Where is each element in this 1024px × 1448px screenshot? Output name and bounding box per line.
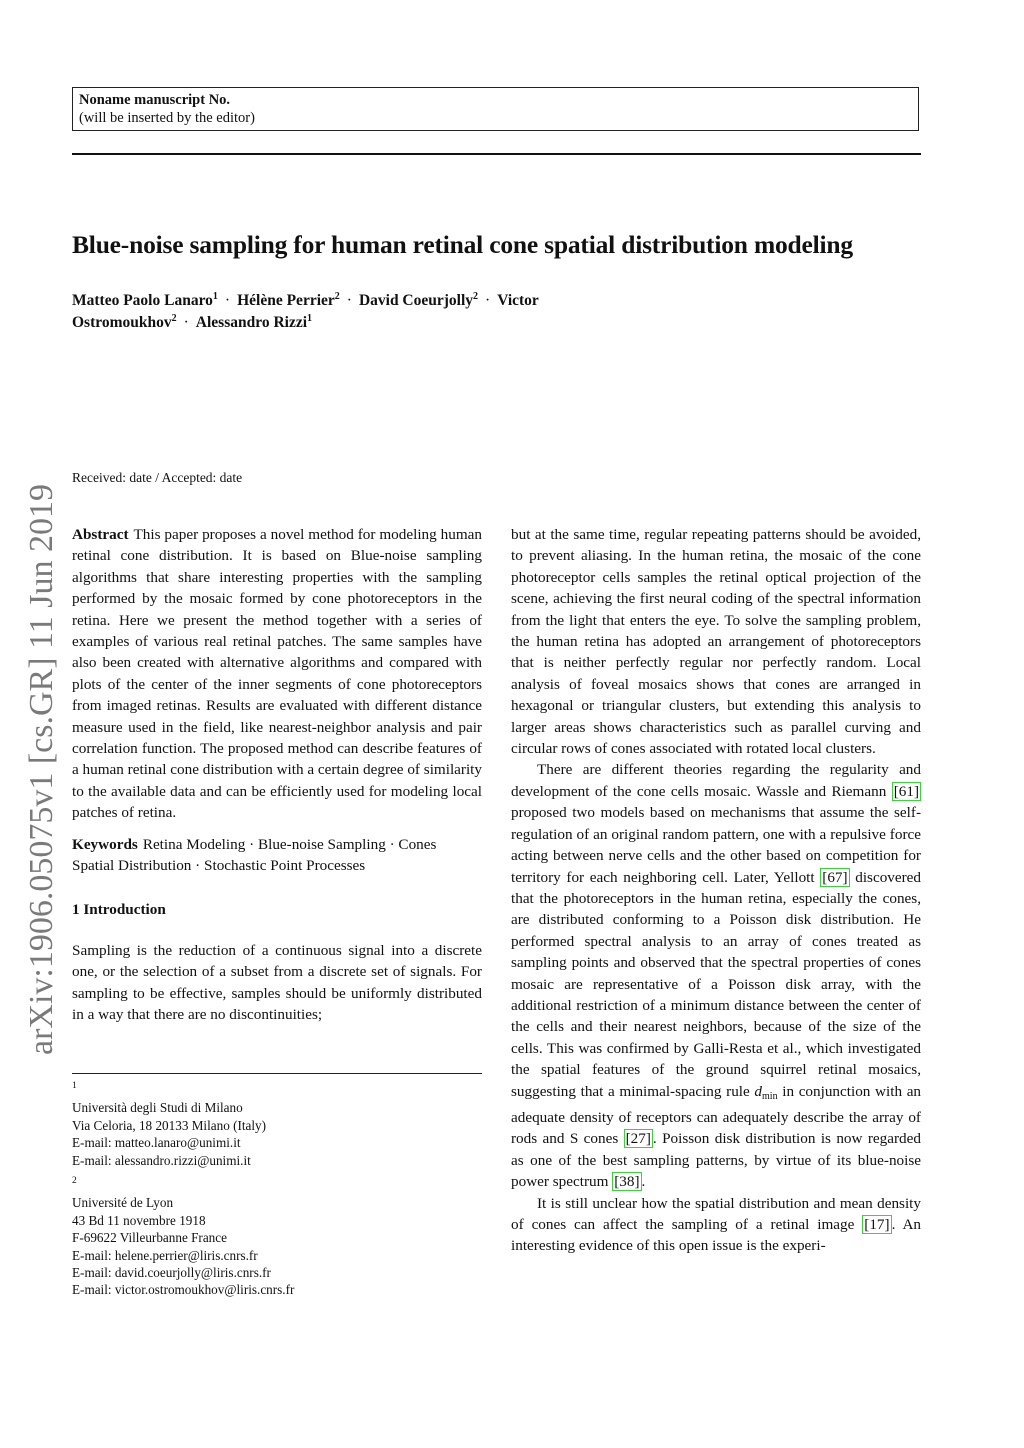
footnote-2: [72, 1173, 294, 1299]
author-separator: ·: [485, 292, 491, 309]
affiliation-line: Via Celoria, 18 20133 Milano (Italy): [72, 1117, 267, 1133]
section-heading: 1 Introduction: [72, 900, 166, 918]
author-name: David Coeurjolly: [358, 292, 474, 309]
author-name: Victor: [497, 292, 539, 309]
editor-header-box: [72, 87, 919, 131]
affiliation-mark: 1: [307, 313, 313, 324]
math-subscript: min: [762, 1090, 778, 1102]
keywords: [72, 834, 482, 877]
affiliation-line: Università degli Studi di Milano: [72, 1100, 243, 1116]
email-line: E-mail: victor.ostromoukhov@liris.cnrs.fr: [72, 1282, 295, 1298]
author-list: [72, 290, 632, 334]
body-paragraph: but at the same time, regular repeating patterns should be avoided, to prevent aliasing. In the human retina, the mosaic of the cone photoreceptor cells samples the retinal optical projection of the scene, achieving the first neural coding of the spectral information from the light that enters the eye. To solve the sampling problem, the human retina has adopted an arrangement of photoreceptors that is neither perfectly regular nor perfectly random. Local analysis of foveal mosaics shows that cones are arranged in hexagonal or triangular clusters, but extending this analysis to larger areas shows characteristics such as parallel curving and circular rows of cones associated with rotated local clusters.: [511, 526, 921, 758]
affiliation-mark: 1: [212, 291, 218, 302]
intro-paragraph: Sampling is the reduction of a continuous signal into a discrete one, or the selection of a subset from a discrete set of signals. For sampling to be effective, samples should be uniformly distributed in a way that there are no discontinuities;: [72, 941, 482, 1024]
abstract-label: Abstract: [72, 526, 129, 543]
paper-title: Blue-noise sampling for human retinal cone spatial distribution modeling: [72, 230, 853, 259]
email-line: E-mail: alessandro.rizzi@unimi.it: [72, 1152, 251, 1168]
email-line: E-mail: david.coeurjolly@liris.cnrs.fr: [72, 1265, 271, 1281]
affiliation-line: F-69622 Villeurbanne France: [72, 1230, 227, 1246]
left-column: [72, 524, 482, 1026]
author-separator: ·: [224, 292, 231, 309]
author-name: Ostromoukhov: [72, 314, 172, 331]
header-rule: [72, 153, 921, 155]
editor-note: (will be inserted by the editor): [79, 110, 255, 126]
manuscript-number: Noname manuscript No.: [79, 92, 231, 108]
right-column: [511, 524, 921, 1257]
affiliation-mark: 2: [171, 313, 177, 324]
author-separator: ·: [346, 292, 352, 309]
received-date: Received: date / Accepted: date: [72, 470, 243, 485]
email-line: E-mail: matteo.lanaro@unimi.it: [72, 1135, 241, 1151]
affiliation-mark: 2: [334, 291, 340, 302]
footnote-mark: 2: [72, 1176, 77, 1186]
author-name: Alessandro Rizzi: [195, 314, 308, 331]
footnote-rule: [72, 1073, 482, 1074]
footnote-mark: 1: [72, 1081, 77, 1091]
abstract-text: This paper proposes a novel method for modeling human retinal cone distribution. It is based on Blue-noise sampling algorithms that share interesting properties with the sampling performed by the mosaic formed by cone photoreceptors in the retina. Here we present the method together with a series of examples of various real retinal patches. The same samples have also been created with alternative algorithms and compared with plots of the center of the inner segments of cone photoreceptors from imaged retinas. Results are evaluated with different distance measure used in the field, like nearest-neighbor analysis and pair correlation function. The proposed method can describe features of a human retinal cone distribution with a certain degree of similarity to the available data and can be efficiently used for modeling local patches of retina.: [72, 526, 482, 822]
math-dmin: d: [754, 1082, 763, 1100]
body-paragraph: There are different theories regarding the regularity and development of the cone cells mosaic. Wassle and Riemann [61] proposed two models based on mechanisms that assume the self-regulation of an original random pattern, one with a repulsive force acting between nerve cells and the other based on competition for territory for each neighboring cell. Later, Yellott [67] discovered that the photoreceptors in the human retina, especially the cones, are distributed conforming to a Poisson disk distribution. He performed spectral analysis to an array of cones treated as sampling points and observed that the spectral properties of cones mosaic are representative of a Poisson disk array, with the additional restriction of a minimum distance between the center of the cells and their nearest neighbors, because of the size of the cells. This was confirmed by Galli-Resta et al., which investigated the spatial features of the ground squirrel retinal mosaics, suggesting that a minimal-spacing rule $d_{min}$ in conjunction with an adequate density of receptors can adequately describe the array of rods and S cones [27] . Poisson disk distribution is now regarded as one of the best sampling patterns, by virtue of its blue-noise power spectrum [38] .: [511, 761, 922, 1191]
affiliation-line: 43 Bd 11 novembre 1918: [72, 1212, 206, 1228]
citation-link[interactable]: [27]: [625, 1130, 651, 1148]
keywords-text: Retina Modeling · Blue-noise Sampling · Cones Spatial Distribution · Stochastic Point Processes: [72, 835, 437, 875]
citation-link[interactable]: [61]: [893, 782, 920, 800]
affiliation-line: Université de Lyon: [72, 1195, 174, 1211]
body-paragraph: It is still unclear how the spatial distribution and mean density of cones can affect the sampling of a retinal image [17] . An interesting evidence of this open issue is the experi-: [511, 1194, 922, 1255]
affiliation-mark: 2: [473, 291, 479, 302]
arxiv-stamp: arXiv:1906.05075v1 [cs.GR] 11 Jun 2019: [23, 483, 60, 1055]
citation-link[interactable]: [17]: [864, 1216, 890, 1233]
author-separator: ·: [183, 314, 189, 331]
keywords-label: Keywords: [72, 835, 138, 853]
email-line: E-mail: helene.perrier@liris.cnrs.fr: [72, 1247, 258, 1263]
citation-link[interactable]: [67]: [822, 868, 848, 886]
citation-link[interactable]: [38]: [614, 1173, 640, 1191]
author-name: Hélène Perrier: [237, 292, 335, 309]
author-name: Matteo Paolo Lanaro: [72, 292, 213, 309]
footnote-1: [72, 1078, 266, 1169]
abstract: [72, 524, 482, 824]
